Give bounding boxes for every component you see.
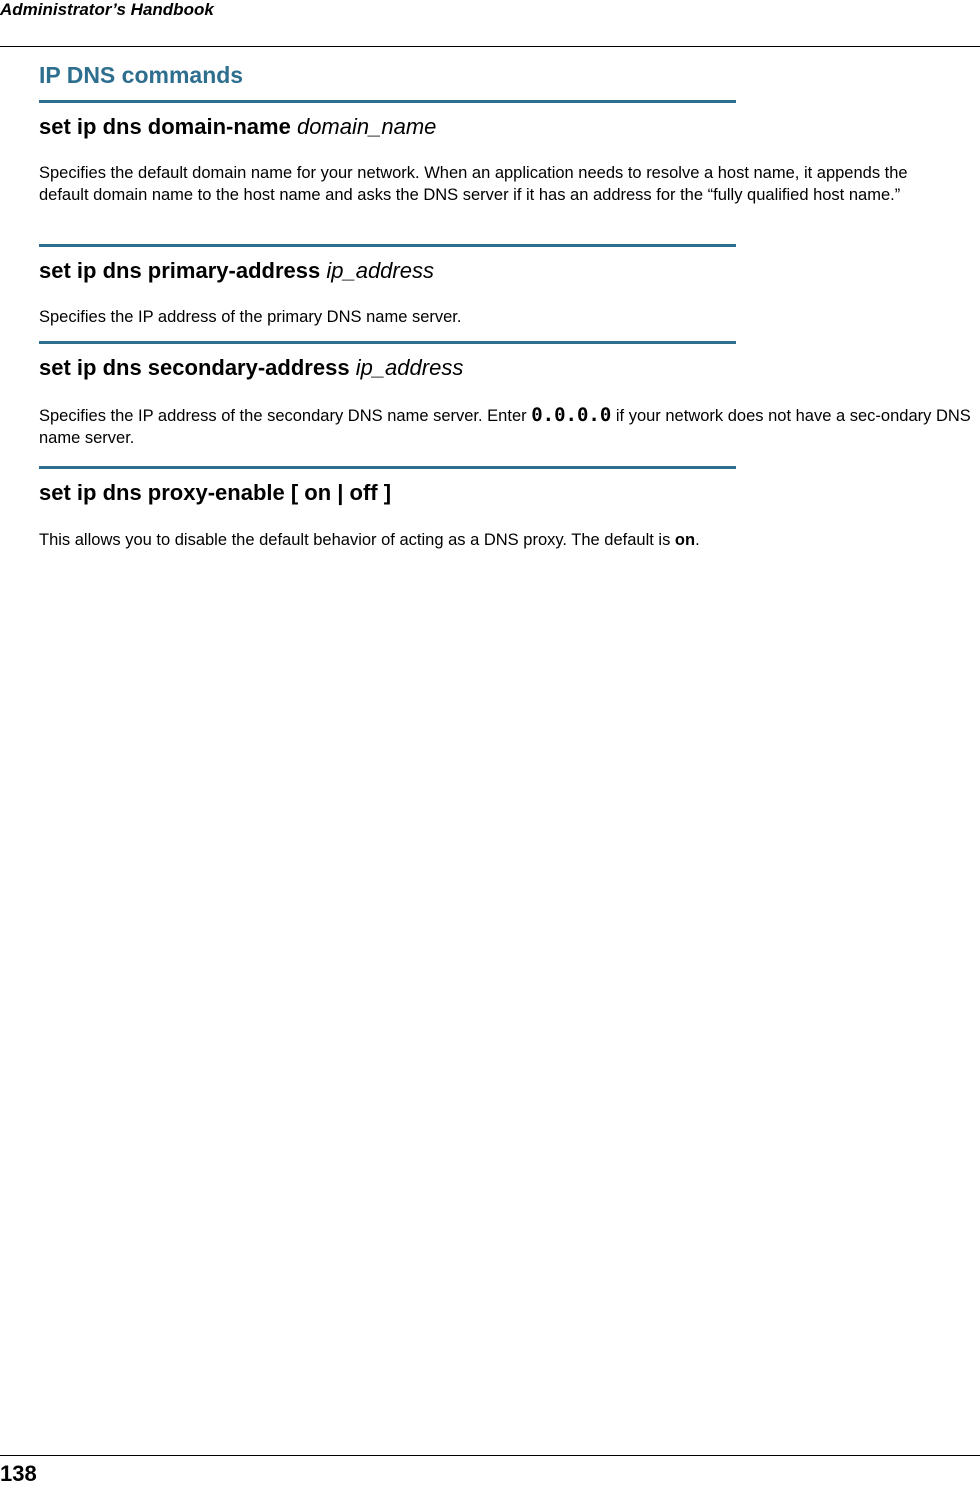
command-description xyxy=(39,529,975,551)
null-address-value: 0.0.0.0 xyxy=(531,404,612,426)
command-divider xyxy=(39,341,736,344)
command-argument: ip_address xyxy=(326,258,434,283)
command-argument: domain_name xyxy=(296,114,437,139)
command-name: set ip dns domain-name xyxy=(39,114,291,139)
footer-divider xyxy=(0,1455,980,1456)
description-text: Specifies the IP address of the secondary DNS name server. Enter xyxy=(39,407,532,425)
command-description xyxy=(39,404,975,449)
section-title: IP DNS commands xyxy=(39,62,244,88)
running-header: Administrator’s Handbook xyxy=(0,0,214,19)
command-name: set ip dns secondary-address xyxy=(39,355,350,380)
default-value: on xyxy=(674,531,696,549)
command-heading-domain-name xyxy=(39,113,436,140)
command-heading-proxy-enable: set ip dns proxy-enable [ on | off ] xyxy=(39,480,392,505)
description-text: This allows you to disable the default behavior of acting as a DNS proxy. The default is xyxy=(39,531,675,549)
command-description: Specifies the IP address of the primary DNS name server. xyxy=(39,308,462,326)
description-text: . xyxy=(695,531,700,549)
command-divider xyxy=(39,466,736,469)
description-text: if your network does not have a sec-ondary DNS name server. xyxy=(39,407,971,447)
command-divider xyxy=(39,244,736,247)
command-description: Specifies the default domain name for your network. When an application needs to resolve a host name, it appends the default domain name to the host name and asks the DNS server if it has an address for the “fully qualified host name.” xyxy=(39,164,908,204)
command-name: set ip dns primary-address xyxy=(39,258,321,283)
page-number: 138 xyxy=(0,1461,37,1486)
command-heading-secondary-address xyxy=(39,354,463,381)
command-argument: ip_address xyxy=(355,355,464,380)
command-heading-primary-address xyxy=(39,257,434,284)
header-divider xyxy=(0,46,980,47)
command-divider xyxy=(39,100,736,103)
